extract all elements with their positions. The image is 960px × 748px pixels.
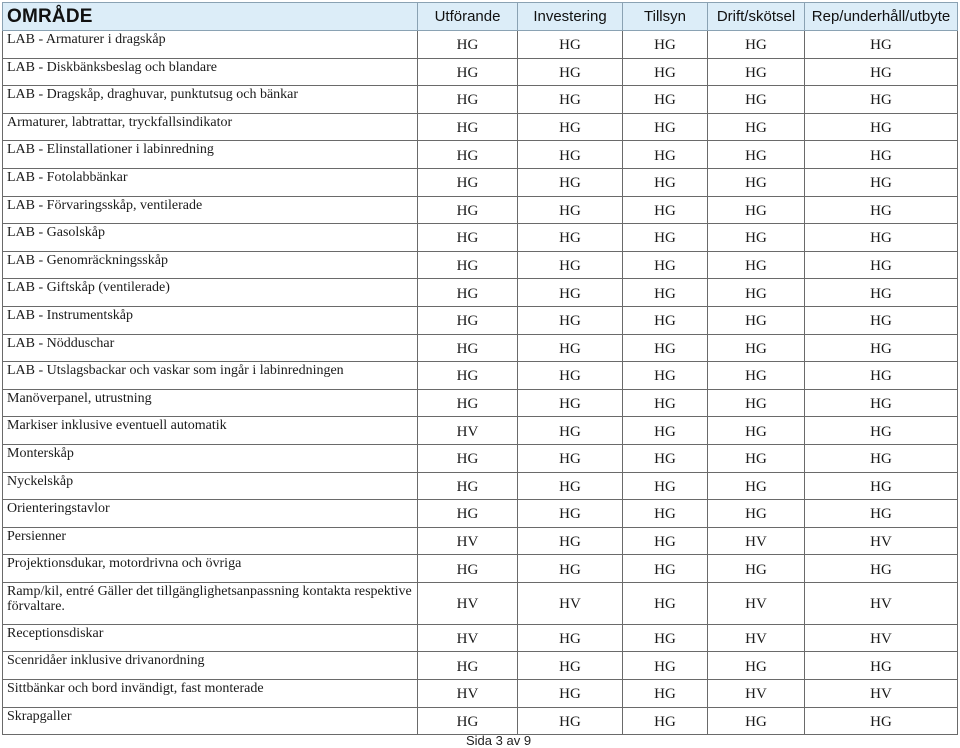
value-cell: HG (418, 389, 518, 417)
value-cell: HV (518, 582, 623, 624)
table-row (3, 555, 958, 583)
area-cell: Markiser inklusive eventuell automatik (3, 417, 418, 445)
header-row (3, 3, 958, 31)
value-cell: HG (708, 555, 805, 583)
value-cell: HG (805, 196, 958, 224)
value-cell: HG (518, 555, 623, 583)
value-cell: HG (805, 31, 958, 59)
value-cell: HG (805, 472, 958, 500)
value-cell: HV (418, 624, 518, 652)
value-cell: HV (805, 582, 958, 624)
table-row (3, 389, 958, 417)
value-cell: HG (708, 279, 805, 307)
value-cell: HG (805, 444, 958, 472)
value-cell: HG (708, 224, 805, 252)
value-cell: HG (623, 652, 708, 680)
value-cell: HG (418, 555, 518, 583)
value-cell: HG (518, 680, 623, 708)
table-row (3, 279, 958, 307)
area-cell: LAB - Elinstallationer i labinredning (3, 141, 418, 169)
value-cell: HG (708, 58, 805, 86)
value-cell: HG (708, 707, 805, 735)
value-cell: HG (623, 362, 708, 390)
header-utforande: Utförande (418, 3, 518, 31)
value-cell: HG (623, 168, 708, 196)
value-cell: HG (518, 472, 623, 500)
table-row (3, 624, 958, 652)
value-cell: HG (418, 141, 518, 169)
value-cell: HG (805, 500, 958, 528)
value-cell: HG (518, 624, 623, 652)
value-cell: HV (708, 624, 805, 652)
value-cell: HG (805, 652, 958, 680)
value-cell: HG (805, 362, 958, 390)
table-header (3, 3, 958, 31)
value-cell: HG (805, 707, 958, 735)
value-cell: HG (518, 279, 623, 307)
value-cell: HG (805, 306, 958, 334)
area-cell: Skrapgaller (3, 707, 418, 735)
value-cell: HG (418, 168, 518, 196)
area-cell: LAB - Gasolskåp (3, 224, 418, 252)
table-row (3, 527, 958, 555)
value-cell: HG (418, 196, 518, 224)
page-number: Sida 3 av 9 (466, 733, 532, 748)
matrix-table (2, 2, 958, 735)
value-cell: HG (805, 224, 958, 252)
value-cell: HG (418, 652, 518, 680)
value-cell: HG (623, 251, 708, 279)
area-cell: Persienner (3, 527, 418, 555)
value-cell: HG (518, 652, 623, 680)
table-row (3, 31, 958, 59)
header-investering: Investering (518, 3, 623, 31)
value-cell: HG (518, 113, 623, 141)
value-cell: HG (418, 444, 518, 472)
value-cell: HG (708, 500, 805, 528)
table-row (3, 582, 958, 624)
value-cell: HG (518, 444, 623, 472)
area-cell: LAB - Utslagsbackar och vaskar som ingår i labinredningen (3, 362, 418, 390)
value-cell: HG (708, 86, 805, 114)
value-cell: HG (518, 707, 623, 735)
value-cell: HG (418, 113, 518, 141)
table-row (3, 58, 958, 86)
area-cell: Orienteringstavlor (3, 500, 418, 528)
area-cell: LAB - Diskbänksbeslag och blandare (3, 58, 418, 86)
value-cell: HG (623, 555, 708, 583)
value-cell: HG (623, 707, 708, 735)
area-cell: Armaturer, labtrattar, tryckfallsindikator (3, 113, 418, 141)
value-cell: HG (518, 251, 623, 279)
table-row (3, 141, 958, 169)
value-cell: HG (623, 472, 708, 500)
value-cell: HG (418, 224, 518, 252)
value-cell: HG (708, 334, 805, 362)
value-cell: HG (418, 472, 518, 500)
value-cell: HG (623, 500, 708, 528)
value-cell: HG (518, 527, 623, 555)
value-cell: HG (623, 58, 708, 86)
table-row (3, 362, 958, 390)
table-row (3, 168, 958, 196)
value-cell: HG (518, 58, 623, 86)
value-cell: HV (418, 680, 518, 708)
value-cell: HG (623, 113, 708, 141)
value-cell: HG (623, 417, 708, 445)
area-cell: LAB - Nödduschar (3, 334, 418, 362)
area-cell: Projektionsdukar, motordrivna och övriga (3, 555, 418, 583)
table-row (3, 196, 958, 224)
value-cell: HG (623, 279, 708, 307)
value-cell: HV (418, 417, 518, 445)
value-cell: HG (708, 168, 805, 196)
table-row (3, 86, 958, 114)
value-cell: HG (518, 417, 623, 445)
table-row (3, 472, 958, 500)
area-cell: LAB - Giftskåp (ventilerade) (3, 279, 418, 307)
value-cell: HG (623, 306, 708, 334)
value-cell: HG (518, 31, 623, 59)
value-cell: HG (708, 389, 805, 417)
value-cell: HG (623, 224, 708, 252)
value-cell: HG (418, 707, 518, 735)
value-cell: HG (418, 31, 518, 59)
value-cell: HG (708, 652, 805, 680)
value-cell: HG (518, 334, 623, 362)
value-cell: HG (708, 472, 805, 500)
value-cell: HG (805, 251, 958, 279)
value-cell: HG (623, 680, 708, 708)
value-cell: HG (708, 251, 805, 279)
area-cell: Receptionsdiskar (3, 624, 418, 652)
area-cell: LAB - Dragskåp, draghuvar, punktutsug och bänkar (3, 86, 418, 114)
value-cell: HG (623, 141, 708, 169)
value-cell: HG (518, 196, 623, 224)
responsibility-matrix (2, 2, 957, 735)
table-row (3, 417, 958, 445)
value-cell: HG (418, 58, 518, 86)
area-cell: Manöverpanel, utrustning (3, 389, 418, 417)
header-rep-underhall-utbyte: Rep/underhåll/utbyte (805, 3, 958, 31)
value-cell: HG (623, 334, 708, 362)
value-cell: HG (418, 500, 518, 528)
header-drift-skotsel: Drift/skötsel (708, 3, 805, 31)
value-cell: HG (805, 168, 958, 196)
value-cell: HG (623, 196, 708, 224)
value-cell: HG (623, 31, 708, 59)
value-cell: HV (708, 527, 805, 555)
table-row (3, 500, 958, 528)
value-cell: HV (805, 624, 958, 652)
value-cell: HG (708, 444, 805, 472)
value-cell: HG (418, 334, 518, 362)
area-cell: Nyckelskåp (3, 472, 418, 500)
value-cell: HV (805, 527, 958, 555)
value-cell: HG (805, 334, 958, 362)
value-cell: HG (518, 86, 623, 114)
table-row (3, 680, 958, 708)
area-cell: Monterskåp (3, 444, 418, 472)
value-cell: HG (623, 444, 708, 472)
value-cell: HG (805, 58, 958, 86)
value-cell: HG (708, 417, 805, 445)
table-row (3, 652, 958, 680)
area-cell: LAB - Förvaringsskåp, ventilerade (3, 196, 418, 224)
value-cell: HG (418, 279, 518, 307)
value-cell: HG (518, 141, 623, 169)
value-cell: HV (708, 680, 805, 708)
value-cell: HG (805, 141, 958, 169)
value-cell: HG (805, 555, 958, 583)
value-cell: HG (518, 389, 623, 417)
table-row (3, 113, 958, 141)
value-cell: HG (708, 306, 805, 334)
area-cell: Ramp/kil, entré Gäller det tillgänglighetsanpassning kontakta respektive förvaltare. (3, 582, 418, 624)
area-cell: LAB - Fotolabbänkar (3, 168, 418, 196)
value-cell: HG (708, 31, 805, 59)
value-cell: HG (418, 362, 518, 390)
value-cell: HG (805, 113, 958, 141)
value-cell: HG (418, 86, 518, 114)
table-row (3, 224, 958, 252)
value-cell: HV (708, 582, 805, 624)
value-cell: HG (708, 141, 805, 169)
area-cell: LAB - Armaturer i dragskåp (3, 31, 418, 59)
value-cell: HG (805, 417, 958, 445)
value-cell: HG (623, 527, 708, 555)
value-cell: HG (708, 113, 805, 141)
value-cell: HG (623, 86, 708, 114)
value-cell: HG (708, 196, 805, 224)
value-cell: HG (518, 500, 623, 528)
value-cell: HG (518, 306, 623, 334)
area-cell: LAB - Genomräckningsskåp (3, 251, 418, 279)
value-cell: HG (805, 86, 958, 114)
table-row (3, 251, 958, 279)
value-cell: HG (805, 279, 958, 307)
value-cell: HG (805, 389, 958, 417)
area-cell: Scenridåer inklusive drivanordning (3, 652, 418, 680)
table-row (3, 444, 958, 472)
value-cell: HG (418, 251, 518, 279)
table-row (3, 334, 958, 362)
table-row (3, 707, 958, 735)
header-tillsyn: Tillsyn (623, 3, 708, 31)
value-cell: HG (418, 306, 518, 334)
value-cell: HV (418, 582, 518, 624)
value-cell: HG (518, 362, 623, 390)
value-cell: HV (418, 527, 518, 555)
area-cell: Sittbänkar och bord invändigt, fast monterade (3, 680, 418, 708)
table-body (3, 31, 958, 735)
value-cell: HV (805, 680, 958, 708)
value-cell: HG (518, 168, 623, 196)
area-cell: LAB - Instrumentskåp (3, 306, 418, 334)
value-cell: HG (623, 624, 708, 652)
value-cell: HG (518, 224, 623, 252)
value-cell: HG (623, 389, 708, 417)
table-row (3, 306, 958, 334)
value-cell: HG (708, 362, 805, 390)
value-cell: HG (623, 582, 708, 624)
header-area: OMRÅDE (3, 3, 418, 31)
